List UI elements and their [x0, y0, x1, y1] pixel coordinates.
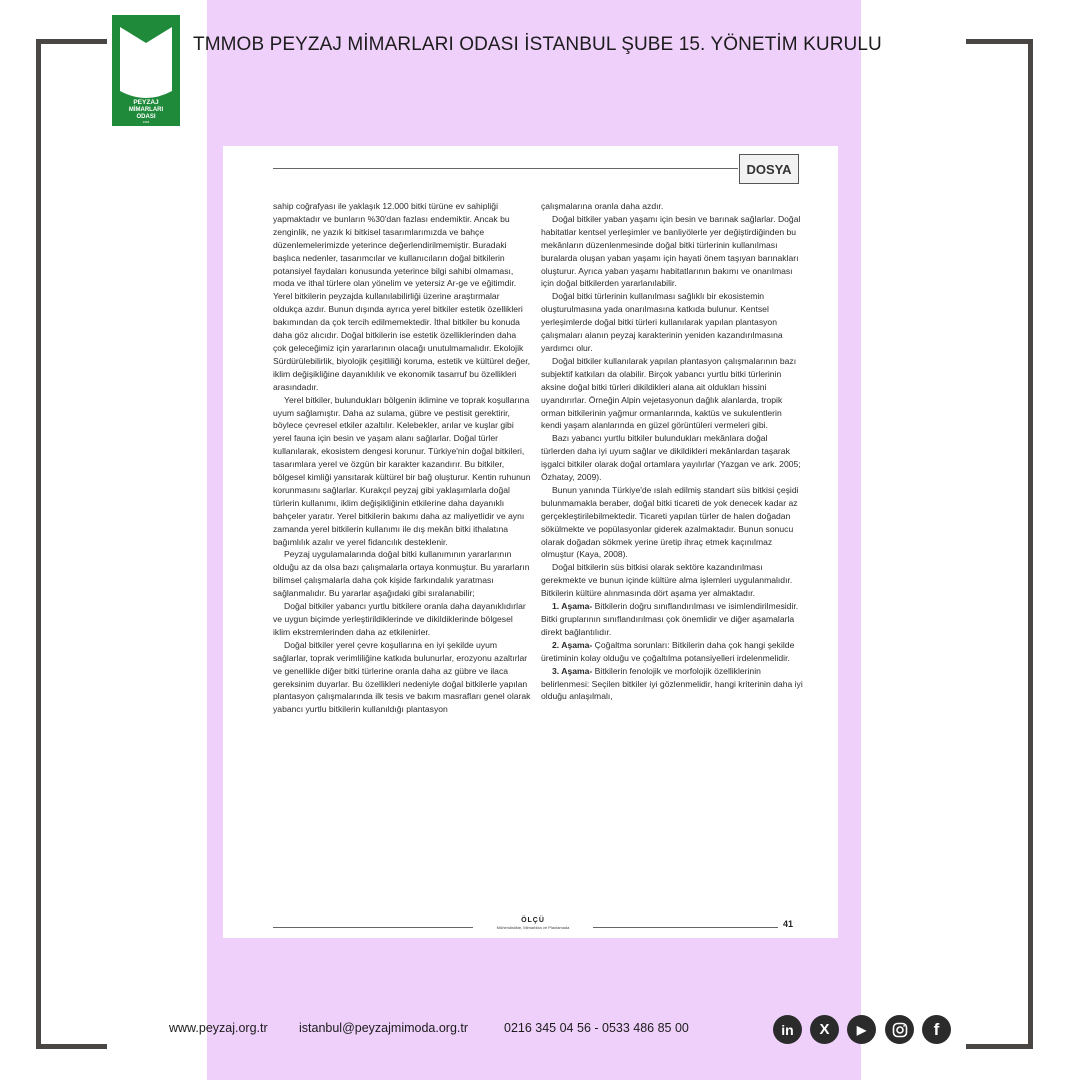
paragraph: Doğal bitkiler yerel çevre koşullarına en iyi şekilde uyum sağlarlar, toprak verimliliğine katkıda bulunurlar, erozyonu azaltırlar ve genellikle diğer bitki türlerine oranla daha az gübre ve ilaca gereksinim duyarlar. Bu özellikleri nedeniyle doğal bitkilerle yapılan plantasyon çalışmalarında ilk tesis ve bakım masrafları genel olarak yabancı yurtlu bitkilerin kullanıldığı plantasyon — [273, 639, 531, 715]
magazine-subtitle: Mühendislikte, Mimarlıkta ve Planlamada — [496, 925, 570, 930]
phone-number: 0216 345 04 56 - 0533 486 85 00 — [504, 1021, 689, 1035]
paragraph: Bunun yanında Türkiye'de ıslah edilmiş standart süs bitkisi çeşidi bulunmamakla beraber, doğal bitki ticareti de yok denecek kadar az gerçekleştirilebilmektedir. Ticareti yapılan türler de halen doğadan sökülmekte ve popülasyonlar giderek azalmaktadır. Bunun sonucu olarak doğadan sökmek yerine üretip ihraç etmek kaçınılmaz olmuştur (Kaya, 2008). — [541, 484, 799, 560]
facebook-icon[interactable]: f — [922, 1015, 951, 1044]
step-label: 3. Aşama- — [552, 665, 593, 676]
email-link[interactable]: istanbul@peyzajmimoda.org.tr — [299, 1021, 469, 1035]
paragraph: Bazı yabancı yurtlu bitkiler bulundukları mekânlara doğal türlerden daha iyi uyum sağlar ve dikildikleri mekânlardan taşarak işgalci bitkiler olarak doğal ortamlara yayılırlar (Yazgan ve ark. 2005; Özhatay, 2009). — [541, 433, 801, 483]
website-link[interactable]: www.peyzaj.org.tr — [169, 1021, 268, 1035]
header-title: TMMOB PEYZAJ MİMARLARI ODASI İSTANBUL ŞUBE 15. YÖNETİM KURULU — [193, 34, 882, 55]
right-column — [541, 200, 803, 703]
paragraph: Doğal bitki türlerinin kullanılması sağlıklı bir ekosistemin oluşturulmasına yada onarılmasına katkıda bulunur. Kentsel yerleşimlerde doğal bitki türleri kullanılarak yapılan plantasyon çalışmaları alanın peyzaj karakterinin yeniden kazandırılmasına yardımcı olur. — [541, 291, 783, 353]
svg-text:ODASI: ODASI — [136, 114, 156, 120]
paragraph: Doğal bitkilerin süs bitkisi olarak sektöre kazandırılması gerekmekte ve bunun içinde kültüre alma işlemleri uygulanmalıdır. Bitkilerin kültüre alınmasında dört aşama yer almaktadır. — [541, 562, 793, 599]
top-rule — [273, 168, 738, 169]
peyzaj-odasi-logo — [112, 15, 180, 126]
step-label: 2. Aşama- — [552, 639, 593, 650]
instagram-glyph — [892, 1022, 908, 1038]
paragraph: Doğal bitkiler yaban yaşamı için besin ve barınak sağlarlar. Doğal habitatlar kentsel yerleşimler ve banliyölerle yer değiştirdiğinden bu mekânların düzenlenmesinde doğal bitki türlerinin kullanılması buralarda oluşan yaban yaşamı için hayati önem taşıyan barınakları oluşturur. Ayrıca yaban yaşamı habitatlarının bakımı ve onarılması için doğal bitkilerden yararlanılabilir. — [541, 213, 801, 289]
svg-text:MİMARLARI: MİMARLARI — [128, 107, 164, 113]
paragraph: Peyzaj uygulamalarında doğal bitki kullanımının yararlarının olduğu az da olsa bazı çalışmalarla ortaya konmuştur. Bu yararların bilimsel çalışmalarla daha çok kişide farkındalık yaratması sağlanmalıdır. Bu yararlar aşağıdaki gibi sıralanabilir; — [273, 549, 530, 599]
paragraph: Doğal bitkiler yabancı yurtlu bitkilere oranla daha dayanıklıdırlar ve uygun biçimde yerleştirildiklerinde ve dikildiklerinde bölgesel iklim ekstremlerinden daha az etkilenirler. — [273, 601, 526, 637]
step-text: Çoğaltma sorunları: Bitkilerin daha çok hangi şekilde üretiminin kolay olduğu ve çoğaltılma potansiyelleri irdelenmelidir. — [541, 639, 795, 663]
paragraph: sahip coğrafyası ile yaklaşık 12.000 bitki türüne ev sahipliği yapmaktadır ve bunların %30'dan fazlası endemiktir. Ancak bu zenginlik, ne yazık ki bitkisel tasarımlarımızda ve bahçe düzenlemelerimizde yeterince değerlendirilmemiştir. Buradaki başlıca nedenler, tasarımcılar ve kullanıcıların doğal bitkilerin potansiyel faydaları konusunda yeterince bilgi sahibi olmaması, moda ve ithal türlere olan yönelim ve yetersiz Ar-ge ve eğitimdir. Yerel bitkilerin peyzajda kullanılabilirliği üzerine araştırmalar oldukça azdır. Bunun dışında ayrıca yerel bitkiler estetik özellikleri bakımından da çok tercih edilmemektedir. İthal bitkiler bu konuda daha göz alıcıdır. Doğal bitkilerin ise estetik özelliklerinden daha çok geleceğimiz için yararlarının olacağı unutulmamalıdır. Ekolojik Sürdürülebilirlik, biyolojik çeşitliliği koruma, estetik ve kültürel değer, iklim değişikliğine dayanıklılık ve ekonomik tasarruf bu özellikleri arasındadır. — [273, 201, 530, 392]
instagram-icon[interactable] — [885, 1015, 914, 1044]
svg-text:1964: 1964 — [142, 120, 150, 124]
magazine-name: ÖLÇÜ — [521, 917, 545, 924]
step-label: 1. Aşama- — [552, 601, 593, 612]
step-item — [541, 639, 803, 665]
page-number: 41 — [783, 919, 794, 929]
paragraph: Yerel bitkiler, bulundukları bölgenin iklimine ve toprak koşullarına uyum sağlamıştır. Daha az sulama, gübre ve pestisit gerektirir, böylece çevresel etkiler azaltılır. Kelebekler, arılar ve kuşlar gibi yerel fauna için besin ve yaşam alanı sağlarlar. Doğal türler kullanılarak, ekosistem dengesi korunur. Türkiye'nin doğal bitkileri, tasarımlara yerel ve özgün bir karakter kazandırır. Bu bitkiler, bölgesel kimliği yansıtarak kültürel bir bağ oluşturur. Kentin ruhunun korunmasını sağlarlar. Kurakçıl peyzaj gibi yaklaşımlarla doğal türlerin kullanımı, iklim değişikliğinin etkilerine daha dayanıklı bahçeler yaratır. Yerel bitkilerin bakımı daha az maliyetlidir ve aynı zamanda yerel bitkilerin kullanımı ile dış mekân bitki ithalatına bağımlılık azalır ve yerel fidancılık desteklenir. — [273, 394, 531, 547]
left-frame-bracket — [36, 39, 107, 1049]
magazine-page — [223, 146, 838, 938]
step-text: Bitkilerin fenolojik ve morfolojik özelliklerinin belirlenmesi: Seçilen bitkiler iyi gözlenmelidir, hangi kriterinin daha iyi olduğu anlaşılmalı, — [541, 665, 803, 702]
linkedin-icon[interactable]: in — [773, 1015, 802, 1044]
section-label: DOSYA — [739, 154, 799, 184]
magazine-brand — [477, 917, 589, 930]
left-column — [273, 200, 531, 716]
step-item — [541, 600, 803, 639]
step-item — [541, 665, 803, 704]
step-text: Bitkilerin doğru sınıflandırılması ve isimlendirilmesidir. Bitki gruplarının sınıflandırılması çok önemlidir ve diğer aşamalarla direkt bağlantılıdır. — [541, 601, 799, 637]
paragraph: Doğal bitkiler kullanılarak yapılan plantasyon çalışmalarının bazı subjektif katkıları da olabilir. Birçok yabancı yurtlu bitki türlerinin aksine doğal bitki türleri dikildikleri alana ait oldukları hissini uyandırırlar. Örneğin Alpin vejetasyonun dağlık alanlarda, tropik orman bitkilerinin yağmur ormanlarında, kaktüs ve sukulentlerin kendi yaşam alanlarında en güzel görüntüleri vermeleri gibi. — [541, 355, 797, 431]
x-icon[interactable]: X — [810, 1015, 839, 1044]
svg-text:PEYZAJ: PEYZAJ — [133, 99, 159, 106]
paragraph: çalışmalarına oranla daha azdır. — [541, 201, 664, 211]
right-frame-bracket — [966, 39, 1033, 1049]
svg-text:TMMOB: TMMOB — [139, 94, 153, 98]
footer-rule-left — [273, 927, 473, 928]
youtube-icon[interactable]: ▶ — [847, 1015, 876, 1044]
footer-rule-right — [593, 927, 778, 928]
